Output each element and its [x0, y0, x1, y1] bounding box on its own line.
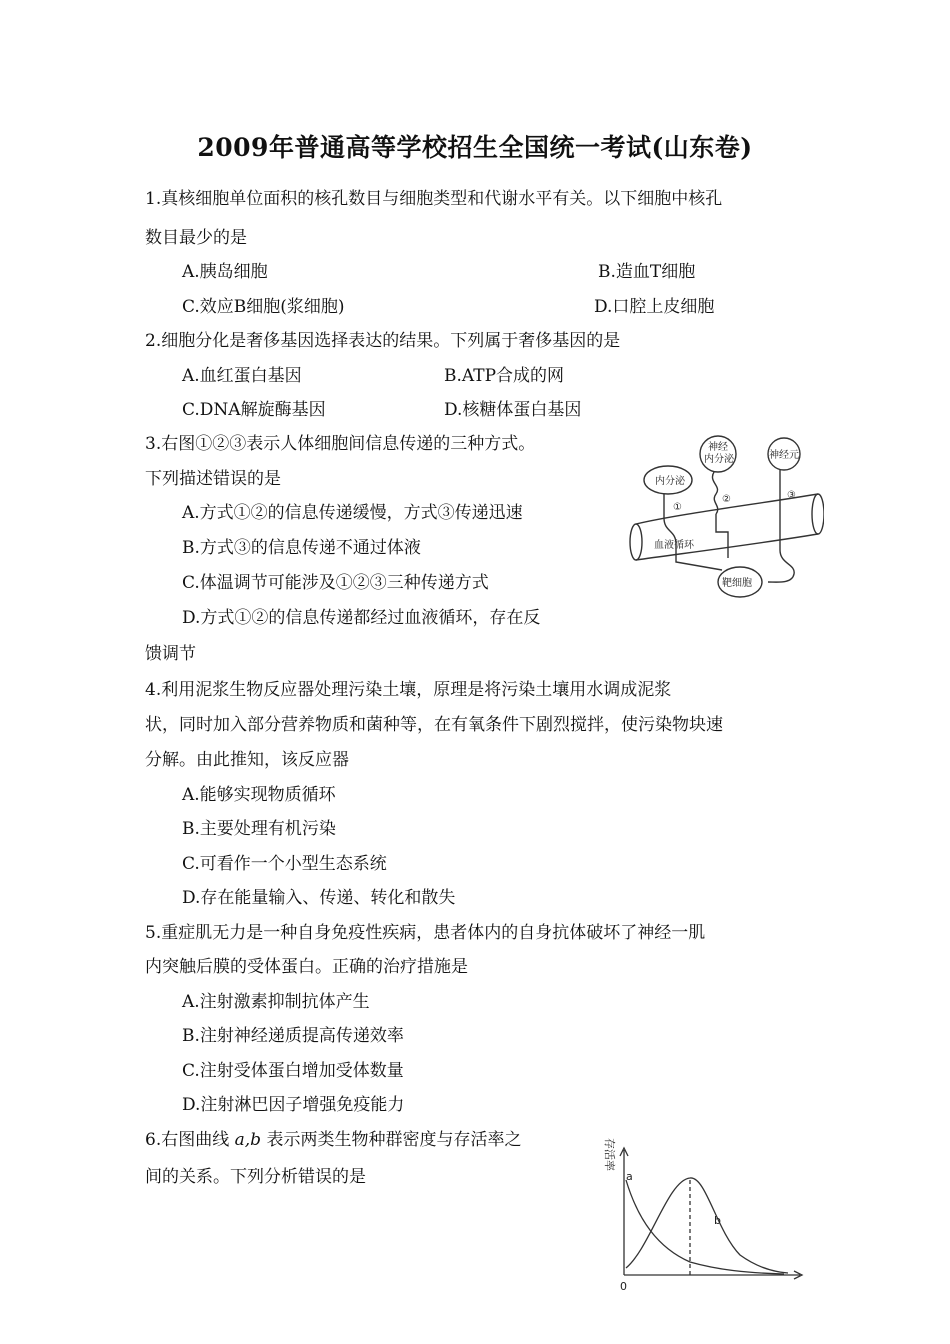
- label-blood-circulation: 血液循环: [654, 540, 694, 551]
- q5-option-a: A.注射激素抑制抗体产生: [182, 992, 370, 1012]
- q1-option-b: B.造血T细胞: [598, 262, 696, 282]
- q5-stem-line2: 内突触后膜的受体蛋白。正确的治疗措施是: [145, 957, 468, 977]
- q4-option-d: D.存在能量输入、传递、转化和散失: [182, 888, 456, 908]
- neurosecretory-axon: [712, 472, 717, 514]
- graph-ylabel: 存活率: [603, 1138, 616, 1171]
- q2-stem: 2.细胞分化是奢侈基因选择表达的结果。下列属于奢侈基因的是: [145, 331, 621, 351]
- q6-stem-suffix: 表示两类生物种群密度与存活率之: [261, 1130, 522, 1150]
- q3-stem-line1: 3.右图①②③表示人体细胞间信息传递的三种方式。: [145, 434, 536, 454]
- survival-density-graph: [598, 1130, 814, 1296]
- q6-stem-line1: [145, 1129, 521, 1151]
- neuron-axon: [768, 470, 794, 582]
- curve-a-label: a: [626, 1170, 633, 1183]
- q1-stem-line2: 数目最少的是: [145, 228, 247, 248]
- vessel-right-end: [812, 494, 824, 534]
- label-endocrine: 内分泌: [655, 476, 685, 487]
- marker-1: ①: [673, 502, 682, 513]
- vessel-left-end: [630, 524, 642, 560]
- q4-option-b: B.主要处理有机污染: [182, 819, 336, 839]
- q6-stem-line2: 间的关系。下列分析错误的是: [145, 1167, 366, 1187]
- q3-option-d-line2: 馈调节: [145, 644, 196, 664]
- q4-stem-line1: 4.利用泥浆生物反应器处理污染土壤，原理是将污染土壤用水调成泥浆: [145, 680, 672, 700]
- q3-stem-line2: 下列描述错误的是: [145, 469, 281, 489]
- q3-option-d-line1: D.方式①②的信息传递都经过血液循环，存在反: [182, 608, 541, 628]
- curve-b: [626, 1178, 788, 1273]
- curve-a: [626, 1180, 784, 1274]
- q1-option-d: D.口腔上皮细胞: [594, 297, 715, 317]
- label-target-cell: 靶细胞: [722, 578, 752, 589]
- q2-option-d: D.核糖体蛋白基因: [444, 400, 582, 420]
- neurosecretory-path: [716, 514, 728, 558]
- q4-stem-line3: 分解。由此推知，该反应器: [145, 750, 349, 770]
- q4-option-a: A.能够实现物质循环: [182, 785, 336, 805]
- q1-option-a: A.胰岛细胞: [182, 262, 268, 282]
- label-neuron: 神经元: [769, 450, 799, 461]
- q5-option-b: B.注射神经递质提高传递效率: [182, 1026, 404, 1046]
- exam-title: 2009年普通高等学校招生全国统一考试(山东卷): [197, 133, 753, 162]
- curve-b-label: b: [714, 1214, 721, 1227]
- label-neurosecretion2: 内分泌: [704, 454, 734, 465]
- q3-option-c: C.体温调节可能涉及①②③三种传递方式: [182, 573, 489, 593]
- q5-stem-line1: 5.重症肌无力是一种自身免疫性疾病，患者体内的自身抗体破坏了神经一肌: [145, 923, 706, 943]
- q5-option-d: D.注射淋巴因子增强免疫能力: [182, 1095, 405, 1115]
- label-neurosecretion: 神经: [708, 442, 728, 453]
- q2-option-a: A.血红蛋白基因: [182, 366, 302, 386]
- q2-option-c: C.DNA解旋酶基因: [182, 400, 326, 420]
- q4-option-c: C.可看作一个小型生态系统: [182, 854, 387, 874]
- marker-2: ②: [722, 494, 731, 505]
- q6-stem-prefix: 6.右图曲线: [145, 1130, 235, 1150]
- q1-stem-line1: 1.真核细胞单位面积的核孔数目与细胞类型和代谢水平有关。以下细胞中核孔: [145, 189, 723, 209]
- q2-option-b: B.ATP合成的网: [444, 366, 565, 386]
- q5-option-c: C.注射受体蛋白增加受体数量: [182, 1061, 404, 1081]
- q4-stem-line2: 状，同时加入部分营养物质和菌种等，在有氧条件下剧烈搅拌，使污染物块速: [145, 715, 723, 735]
- q3-option-b: B.方式③的信息传递不通过体液: [182, 538, 421, 558]
- q1-option-c: C.效应B细胞(浆细胞): [182, 297, 345, 317]
- graph-origin: 0: [620, 1280, 627, 1293]
- marker-3: ③: [787, 490, 796, 501]
- q3-option-a: A.方式①②的信息传递缓慢，方式③传递迅速: [182, 503, 523, 523]
- q6-stem-vars: a,b: [234, 1130, 262, 1150]
- cell-signaling-diagram: [618, 432, 824, 614]
